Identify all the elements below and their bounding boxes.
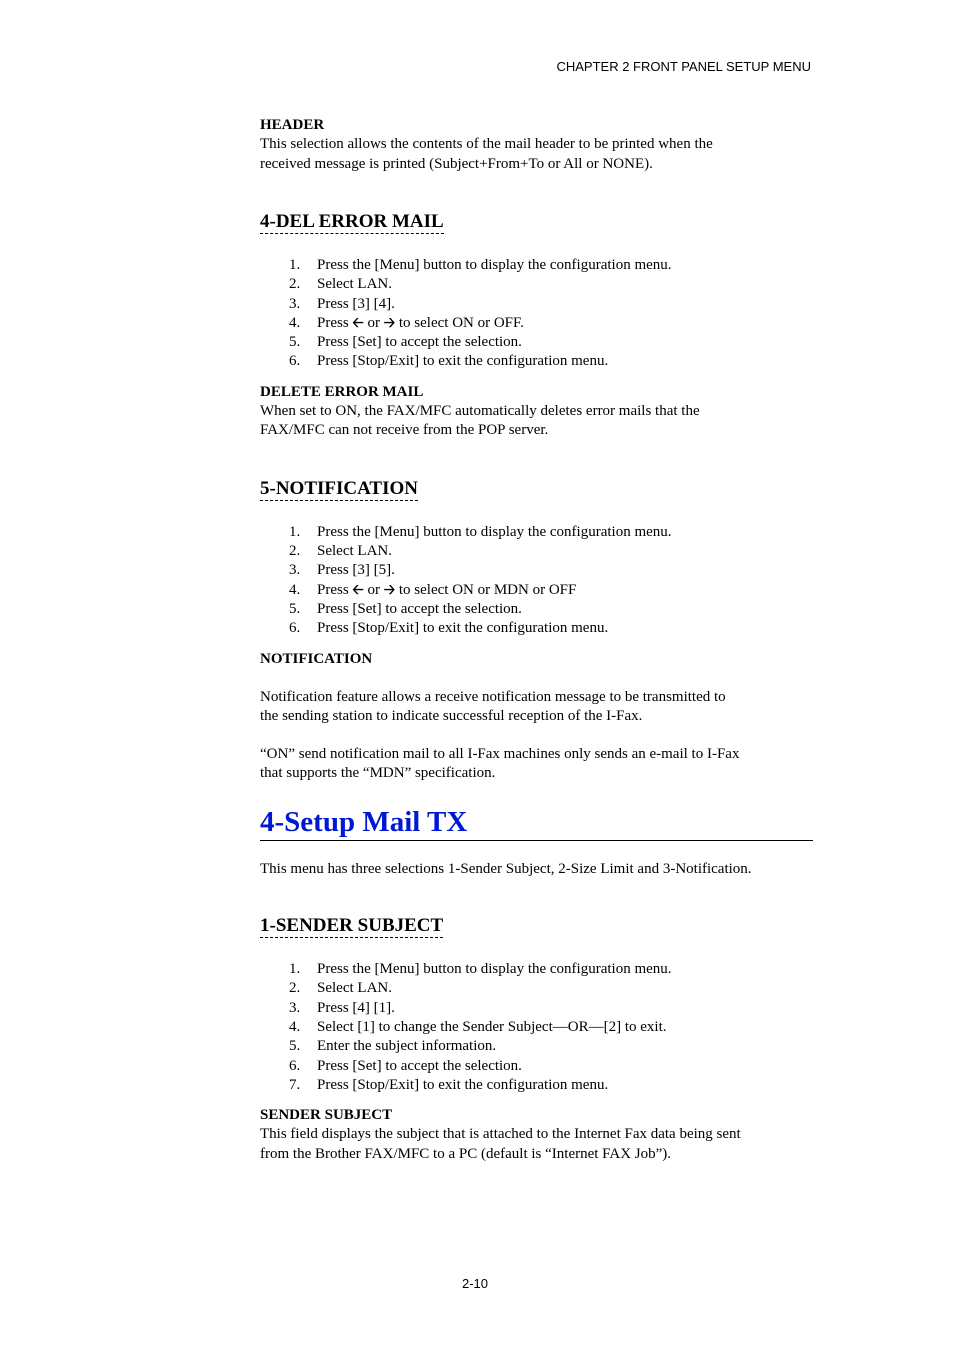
step-number: 5. [289, 1038, 301, 1055]
step-text-part: or [363, 314, 384, 331]
list-item [260, 581, 820, 600]
header-text-line-2: received message is printed (Subject+From+To or All or NONE). [260, 155, 653, 172]
list-item [260, 1037, 820, 1056]
step-number: 3. [289, 999, 301, 1016]
step-number: 5. [289, 600, 301, 617]
step-number: 6. [289, 620, 301, 637]
list-item [260, 600, 820, 619]
step-number: 4. [289, 1018, 301, 1035]
step-number: 1. [289, 257, 301, 273]
delete-error-mail-label: DELETE ERROR MAIL [260, 383, 424, 400]
notification-para-2-line-2: that supports the “MDN” specification. [260, 765, 496, 782]
notification-para-1-line-1: Notification feature allows a receive notification message to be transmitted to [260, 688, 726, 705]
step-text: Press the [Menu] button to display the configuration menu. [317, 257, 672, 273]
step-number: 6. [289, 353, 301, 370]
step-number: 2. [289, 276, 301, 293]
step-text: Select [1] to change the Sender Subject—OR—[2] to exit. [317, 1018, 667, 1035]
step-text [317, 581, 576, 600]
list-item [260, 295, 820, 314]
step-number: 1. [289, 523, 301, 540]
step-text: Press [Set] to accept the selection. [317, 1057, 522, 1074]
list-item [260, 275, 820, 294]
del-error-mail-title: 4-DEL ERROR MAIL [260, 211, 444, 232]
header-text-line-1: This selection allows the contents of the mail header to be printed when the [260, 136, 713, 152]
step-text: Press [4] [1]. [317, 999, 395, 1016]
sender-subject-label: SENDER SUBJECT [260, 1107, 393, 1124]
step-text: Press [Stop/Exit] to exit the configuration menu. [317, 620, 609, 637]
setup-mail-tx-title: 4-Setup Mail TX [260, 804, 813, 841]
step-number: 2. [289, 980, 301, 997]
notification-para-1-line-2: the sending station to indicate successful reception of the I-Fax. [260, 708, 643, 725]
header-label: HEADER [260, 117, 325, 133]
step-number: 7. [289, 1076, 301, 1093]
list-item [260, 352, 820, 371]
list-item [260, 979, 820, 998]
step-text: Press [Stop/Exit] to exit the configuration menu. [317, 1076, 609, 1093]
step-text: Press the [Menu] button to display the configuration menu. [317, 961, 672, 978]
sender-subject-text-1: This field displays the subject that is attached to the Internet Fax data being sent [260, 1126, 741, 1143]
notification-steps [260, 523, 820, 639]
step-number: 5. [289, 334, 301, 351]
step-text: Press [3] [5]. [317, 562, 395, 579]
del-error-mail-steps [260, 256, 820, 372]
step-number: 4. [289, 314, 301, 331]
sender-subject-text-2: from the Brother FAX/MFC to a PC (default is “Internet FAX Job”). [260, 1145, 672, 1162]
running-header: CHAPTER 2 FRONT PANEL SETUP MENU [556, 59, 811, 74]
left-arrow-icon: 🡠 [352, 581, 364, 598]
right-arrow-icon: 🡢 [383, 581, 396, 598]
list-item [260, 256, 820, 275]
step-text: Press [Set] to accept the selection. [317, 334, 522, 351]
list-item [260, 619, 820, 638]
page-number: 2-10 [462, 1276, 489, 1291]
step-number: 6. [289, 1057, 301, 1074]
step-number: 2. [289, 543, 301, 560]
list-item [260, 542, 820, 561]
list-item [260, 314, 820, 333]
list-item [260, 561, 820, 580]
list-item [260, 999, 820, 1018]
list-item [260, 960, 820, 979]
notification-para-2-line-1: “ON” send notification mail to all I-Fax machines only sends an e-mail to I-Fax [260, 745, 740, 762]
step-number: 3. [289, 562, 301, 579]
list-item [260, 523, 820, 542]
step-text-part: to select ON or MDN or OFF [395, 581, 577, 598]
step-number: 4. [289, 581, 301, 598]
left-arrow-icon: 🡠 [352, 314, 364, 331]
list-item [260, 1076, 820, 1095]
notification-label: NOTIFICATION [260, 650, 373, 667]
step-text-part: to select ON or OFF. [395, 314, 524, 331]
step-text: Enter the subject information. [317, 1038, 497, 1055]
sender-subject-title: 1-SENDER SUBJECT [260, 915, 444, 937]
page-content [260, 116, 820, 1164]
step-text: Select LAN. [317, 276, 392, 293]
sender-subject-steps [260, 960, 820, 1095]
step-text: Press [3] [4]. [317, 295, 395, 312]
step-number: 3. [289, 295, 301, 312]
list-item [260, 1018, 820, 1037]
list-item [260, 1057, 820, 1076]
step-text: Press [Set] to accept the selection. [317, 600, 522, 617]
step-text: Select LAN. [317, 980, 392, 997]
list-item [260, 333, 820, 352]
delete-error-mail-text-1: When set to ON, the FAX/MFC automatically deletes error mails that the [260, 402, 700, 419]
step-text [317, 314, 524, 333]
notification-title: 5-NOTIFICATION [260, 477, 418, 499]
step-text-part: Press [317, 314, 353, 331]
step-text: Press [Stop/Exit] to exit the configuration menu. [317, 353, 609, 370]
step-text: Press the [Menu] button to display the configuration menu. [317, 523, 672, 540]
step-text: Select LAN. [317, 543, 392, 560]
step-text-part: Press [317, 581, 353, 598]
step-number: 1. [289, 961, 301, 978]
step-text-part: or [363, 581, 384, 598]
delete-error-mail-text-2: FAX/MFC can not receive from the POP server. [260, 422, 549, 439]
right-arrow-icon: 🡢 [383, 314, 396, 331]
setup-mail-tx-intro: This menu has three selections 1-Sender Subject, 2-Size Limit and 3-Notification. [260, 860, 752, 877]
